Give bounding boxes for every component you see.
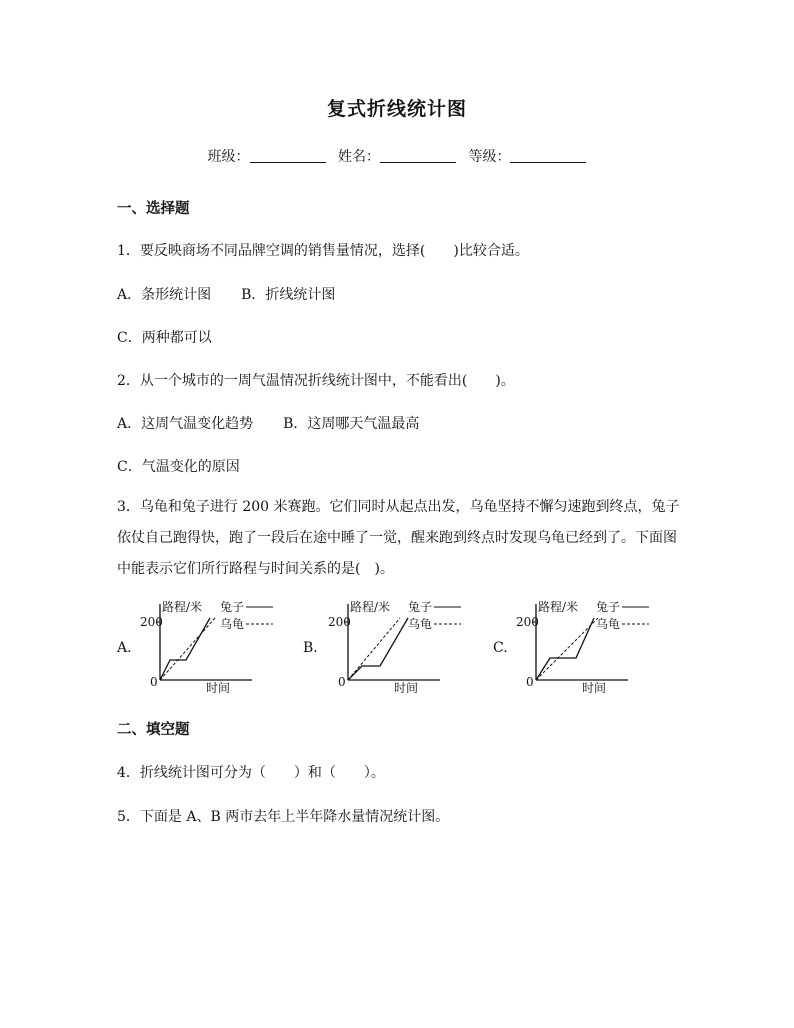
graph-c-legend-tortoise: 乌龟 xyxy=(596,617,621,631)
question-2-option-c: C．气温变化的原因 xyxy=(117,459,240,475)
graph-b-origin-label: 0 xyxy=(338,675,346,689)
question-2-option-a: A．这周气温变化趋势 xyxy=(117,416,254,432)
graph-b-label: B. xyxy=(303,640,318,656)
question-1-option-b: B．折线统计图 xyxy=(241,287,336,303)
name-label: 姓名： xyxy=(338,149,380,165)
graph-c-y-axis-label: 路程/米 xyxy=(538,600,579,614)
graph-c-y-tick-label: 200 xyxy=(516,615,539,629)
grade-blank[interactable] xyxy=(510,148,586,163)
graph-b-legend-tortoise: 乌龟 xyxy=(408,617,433,631)
graph-a-tortoise-line xyxy=(160,618,215,680)
graph-b[interactable] xyxy=(328,598,468,696)
name-field xyxy=(338,146,456,166)
page-title: 复式折线统计图 xyxy=(326,98,467,120)
graph-c-label: C. xyxy=(493,640,508,656)
graph-a-legend-tortoise: 乌龟 xyxy=(220,617,245,631)
graph-b-rabbit-line xyxy=(348,618,408,680)
question-1-options-ab xyxy=(117,284,335,304)
grade-label: 等级： xyxy=(468,149,511,165)
class-label: 班级： xyxy=(207,149,250,165)
question-1-option-a: A．条形统计图 xyxy=(117,287,212,303)
graph-a[interactable] xyxy=(140,598,280,696)
student-info-row xyxy=(0,146,794,166)
question-2-stem: 2．从一个城市的一周气温情况折线统计图中，不能看出( )。 xyxy=(117,373,515,389)
question-2-option-b: B．这周哪天气温最高 xyxy=(283,416,420,432)
graph-a-rabbit-line xyxy=(160,618,210,680)
question-2-options-ab xyxy=(117,413,419,433)
graph-c-origin-label: 0 xyxy=(526,675,534,689)
graph-a-y-tick-label: 200 xyxy=(140,615,163,629)
question-3-stem: 3．乌龟和兔子进行 200 米赛跑。它们同时从起点出发，乌龟坚持不懈匀速跑到终点，兔子依仗自己跑得快，跑了一段后在途中睡了一觉，醒来跑到终点时发现乌龟已经到了。下面图中能表示它们所行路程与时间关系的是( )。 xyxy=(117,499,680,577)
section-heading-choice: 一、选择题 xyxy=(117,200,190,217)
class-field xyxy=(208,146,326,166)
graph-b-legend-rabbit: 兔子 xyxy=(408,600,433,614)
question-5-stem: 5．下面是 A、B 两市去年上半年降水量情况统计图。 xyxy=(117,809,450,825)
class-blank[interactable] xyxy=(250,148,326,163)
graph-b-x-axis-label: 时间 xyxy=(394,681,419,695)
question-4-stem: 4．折线统计图可分为（ ）和（ ）。 xyxy=(117,765,385,781)
grade-field xyxy=(468,146,586,166)
graph-a-legend-rabbit: 兔子 xyxy=(220,600,245,614)
question-1-option-c: C．两种都可以 xyxy=(117,330,212,346)
graph-a-label: A. xyxy=(117,640,132,656)
graph-b-y-axis-label: 路程/米 xyxy=(350,600,391,614)
graph-a-origin-label: 0 xyxy=(150,675,158,689)
graph-a-x-axis-label: 时间 xyxy=(206,681,231,695)
graph-c-legend-rabbit: 兔子 xyxy=(596,600,621,614)
graph-c-x-axis-label: 时间 xyxy=(582,681,607,695)
graph-b-tortoise-line xyxy=(348,618,400,680)
graph-c[interactable] xyxy=(516,598,656,696)
section-heading-fill-blank: 二、填空题 xyxy=(117,721,190,738)
question-1-stem: 1．要反映商场不同品牌空调的销售量情况，选择( )比较合适。 xyxy=(117,243,529,259)
graph-b-y-tick-label: 200 xyxy=(328,615,351,629)
graph-a-y-axis-label: 路程/米 xyxy=(162,600,203,614)
graph-c-tortoise-line xyxy=(536,618,598,680)
name-blank[interactable] xyxy=(380,148,456,163)
